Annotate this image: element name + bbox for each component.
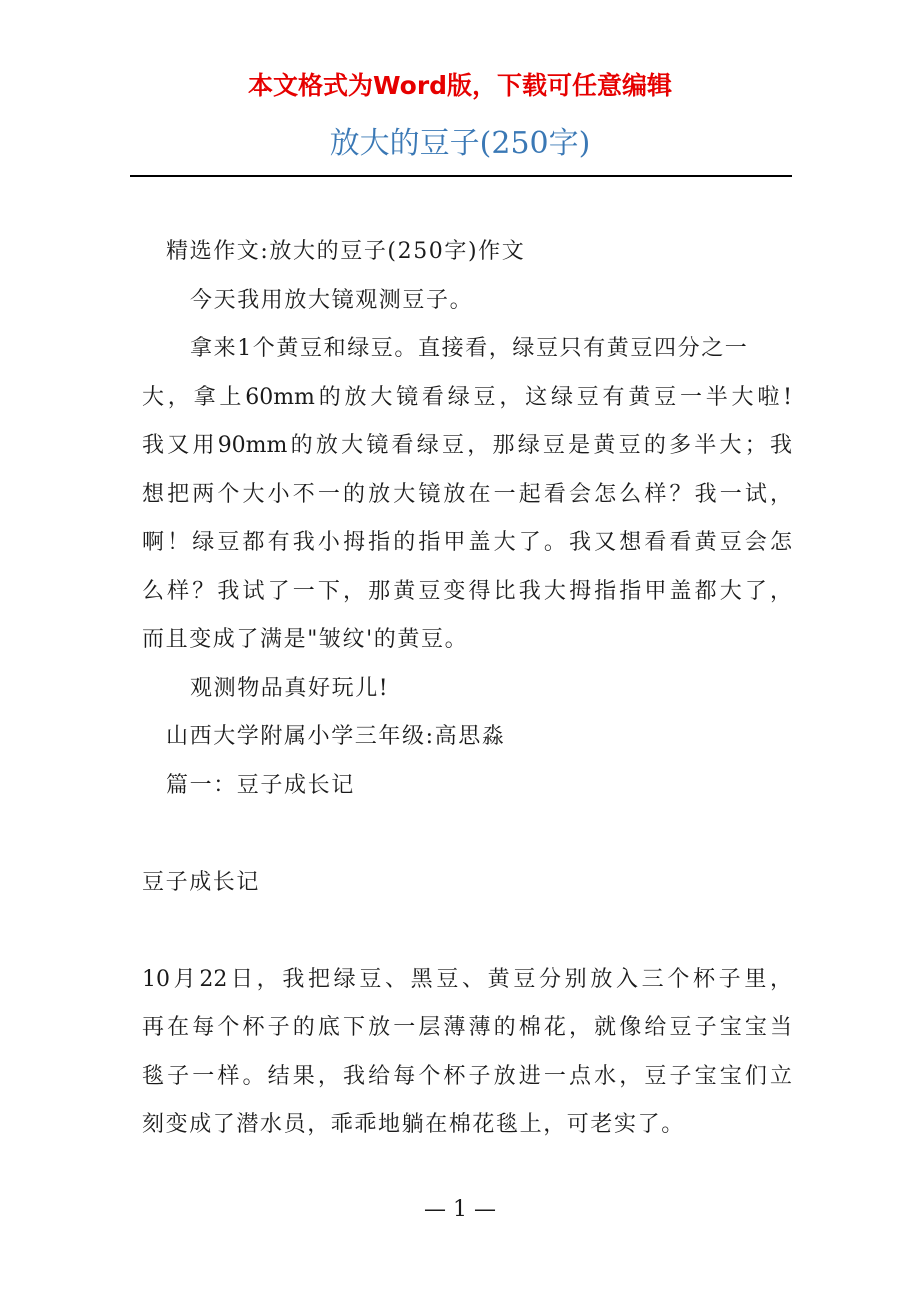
- paragraph-line: 今天我用放大镜观测豆子。: [190, 287, 474, 313]
- blank-line: [142, 810, 792, 859]
- document-title: 放大的豆子(250字): [329, 126, 591, 161]
- paragraph-line: 而且变成了满是"皱纹'的黄豆。: [142, 627, 469, 652]
- author-line: 山西大学附属小学三年级:高思淼: [166, 724, 506, 749]
- page-number: — 1 —: [424, 1197, 496, 1222]
- section-heading: 篇一：豆子成长记: [166, 772, 355, 798]
- paragraph-line: 观测物品真好玩儿!: [190, 675, 390, 701]
- subsection-title: 豆子成长记: [142, 869, 261, 895]
- paragraph-line: 啊！绿豆都有我小拇指的指甲盖大了。我又想看看黄豆会怎: [142, 530, 792, 555]
- paragraph-line: 么样？我试了一下，那黄豆变得比我大拇指指甲盖都大了，: [142, 578, 792, 604]
- paragraph-line: 大，拿上60mm的放大镜看绿豆，这绿豆有黄豆一半大啦!: [142, 384, 792, 410]
- paragraph-line: 再在每个杯子的底下放一层薄薄的棉花，就像给豆子宝宝当: [142, 1015, 792, 1040]
- paragraph-line: 毯子一样。结果，我给每个杯子放进一点水，豆子宝宝们立: [142, 1063, 792, 1089]
- paragraph-line: 我又用90mm的放大镜看绿豆，那绿豆是黄豆的多半大；我: [142, 433, 792, 458]
- paragraph-line: 刻变成了潜水员，乖乖地躺在棉花毯上，可老实了。: [142, 1112, 685, 1137]
- essay-source-line: 精选作文:放大的豆子(250字)作文: [166, 239, 526, 264]
- blank-line: [142, 907, 792, 956]
- paragraph-line: 拿来1个黄豆和绿豆。直接看，绿豆只有黄豆四分之一: [190, 336, 749, 361]
- editable-notice-banner: 本文格式为Word版，下载可任意编辑: [247, 71, 673, 100]
- title-divider: [130, 175, 792, 177]
- paragraph-line: 想把两个大小不一的放大镜放在一起看会怎么样？我一试，: [142, 481, 792, 507]
- essay-body: [142, 228, 792, 1150]
- paragraph-line: 10月22日，我把绿豆、黑豆、黄豆分别放入三个杯子里，: [142, 966, 792, 992]
